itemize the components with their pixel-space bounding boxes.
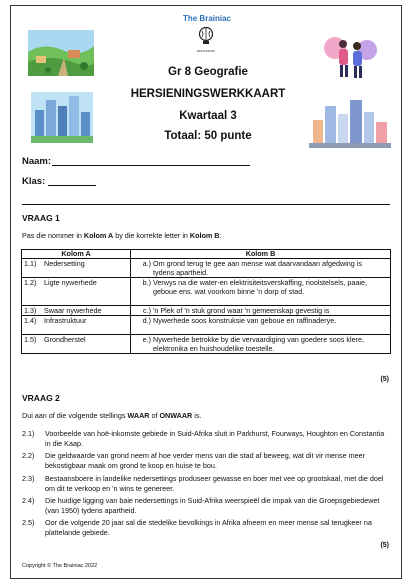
- name-label: Naam:: [22, 156, 52, 167]
- column-b-cell: a.) Om grond terug te gee aan mense wat daarvandaan afgedwing is tydens apartheid.: [131, 259, 391, 278]
- table-row: [22, 306, 391, 316]
- class-label: Klas:: [22, 176, 46, 187]
- column-a-cell: 1.3) Swaar nywerhede: [22, 306, 131, 316]
- city-image: [31, 92, 93, 143]
- q1-marks: (5): [380, 376, 389, 383]
- name-field[interactable]: [52, 165, 250, 166]
- column-a-header: Kolom A: [22, 250, 131, 259]
- divider: [22, 204, 390, 205]
- table-row: [22, 316, 391, 335]
- column-b-cell: e.) Nywerhede betrokke by die vervaardiging van goedere soos klere, elektronika en huishoudelike toestelle.: [131, 335, 391, 354]
- table-row: [22, 335, 391, 354]
- column-a-cell: 1.4) Infrastruktuur: [22, 316, 131, 335]
- logo-text: EDUCATION: [197, 49, 215, 53]
- brand-name: The Brainiac: [182, 14, 231, 23]
- matching-table: [21, 249, 391, 354]
- q2-heading: VRAAG 2: [22, 393, 60, 403]
- table-row: [22, 259, 391, 278]
- column-b-header: Kolom B: [131, 250, 391, 259]
- brain-logo-icon: [197, 26, 215, 48]
- class-field[interactable]: [48, 185, 96, 186]
- column-a-cell: 1.5) Grondherstel: [22, 335, 131, 354]
- q1-heading: VRAAG 1: [22, 213, 60, 223]
- q2-marks: (5): [380, 542, 389, 549]
- table-row: [22, 278, 391, 306]
- total-label: Totaal: 50 punte: [164, 130, 252, 142]
- landscape-image: [28, 30, 94, 76]
- column-b-cell: c.) 'n Plek of 'n stuk grond waar 'n gemeenskap gevestig is: [131, 306, 391, 316]
- column-a-cell: 1.2) Ligte nywerhede: [22, 278, 131, 306]
- subject-title: Gr 8 Geografie: [168, 66, 248, 78]
- worksheet-title: HERSIENINGSWERKKAART: [130, 88, 286, 100]
- column-b-cell: b.) Verwys na die water-en elektrisiteitsverskaffing, rioolstelsels, paaie, geboue ens. wat voorkom binne 'n dorp of stad.: [131, 278, 391, 306]
- skyline-image: [309, 96, 391, 148]
- column-a-cell: 1.1) Nedersetting: [22, 259, 131, 278]
- term-label: Kwartaal 3: [179, 110, 237, 122]
- people-image: [319, 32, 383, 82]
- q2-instruction: Dui aan of die volgende stellings WAAR of ONWAAR is.: [22, 411, 202, 420]
- copyright-footer: Copyright © The Brainiac 2022: [22, 563, 98, 569]
- column-b-cell: d.) Nywerhede soos konstruksie van geboue en raffinaderye.: [131, 316, 391, 335]
- q1-instruction: Pas die nommer in Kolom A by die korrekte letter in Kolom B:: [22, 231, 222, 240]
- table-header-row: [22, 250, 391, 259]
